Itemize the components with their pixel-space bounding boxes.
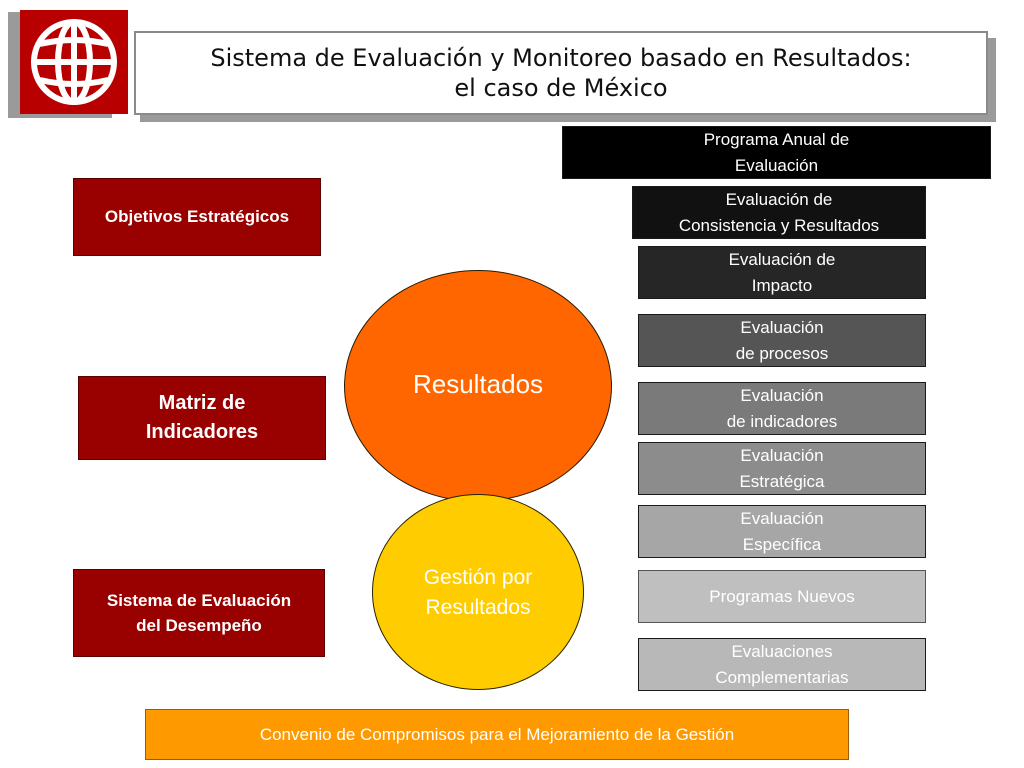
programa-anual-box — [562, 126, 991, 179]
eval-label: Evaluación — [740, 446, 824, 465]
especifica-box — [638, 505, 926, 558]
box-label: Sistema de Evaluación — [106, 590, 292, 610]
programas-nuevos-box — [638, 570, 926, 623]
procesos-box — [638, 314, 926, 367]
eval-label: Evaluación — [740, 386, 824, 405]
page-title — [134, 31, 988, 115]
resultados-circle — [344, 270, 612, 502]
circle-label: Resultados — [412, 369, 544, 399]
box-label: Matriz de — [158, 392, 246, 414]
eval-label: Evaluaciones — [731, 642, 833, 661]
circle-label: Gestión por — [423, 566, 533, 589]
eval-label: Evaluación — [740, 509, 824, 528]
eval-label: de indicadores — [726, 411, 838, 431]
title-line-2: el caso de México — [454, 74, 668, 102]
convenio-compromisos-bar — [145, 709, 849, 760]
circle-label: Resultados — [425, 596, 531, 620]
bottom-bar-label: Convenio de Compromisos para el Mejoramiento de la Gestión — [259, 724, 735, 744]
objetivos-estrategicos-box — [73, 178, 321, 256]
eval-label: Consistencia y Resultados — [678, 215, 880, 235]
gestion-resultados-circle — [372, 494, 584, 690]
box-label: Objetivos Estratégicos — [104, 207, 290, 227]
eval-label: Evaluación de — [725, 190, 833, 209]
title-line-1: Sistema de Evaluación y Monitoreo basado en Resultados: — [210, 44, 912, 72]
eval-label: Evaluación — [740, 318, 824, 337]
eval-label: Complementarias — [715, 667, 849, 687]
box-label: del Desempeño — [136, 616, 262, 635]
estrategica-box — [638, 442, 926, 495]
eval-label: Programas Nuevos — [709, 586, 855, 606]
eval-label: de procesos — [735, 343, 829, 363]
globe-icon — [28, 16, 120, 108]
consistencia-resultados-box — [632, 186, 926, 239]
evaluaciones-complementarias-box — [638, 638, 926, 691]
eval-label: Estratégica — [739, 471, 825, 491]
world-bank-logo — [20, 10, 128, 114]
matriz-indicadores-box — [78, 376, 326, 460]
eval-label: Evaluación — [734, 155, 819, 175]
impacto-box — [638, 246, 926, 299]
eval-label: Programa Anual de — [703, 130, 850, 149]
indicadores-box — [638, 382, 926, 435]
box-label: Indicadores — [145, 421, 259, 443]
sistema-evaluacion-box — [73, 569, 325, 657]
eval-label: Evaluación de — [728, 250, 836, 269]
eval-label: Impacto — [751, 275, 813, 295]
eval-label: Específica — [742, 534, 822, 554]
